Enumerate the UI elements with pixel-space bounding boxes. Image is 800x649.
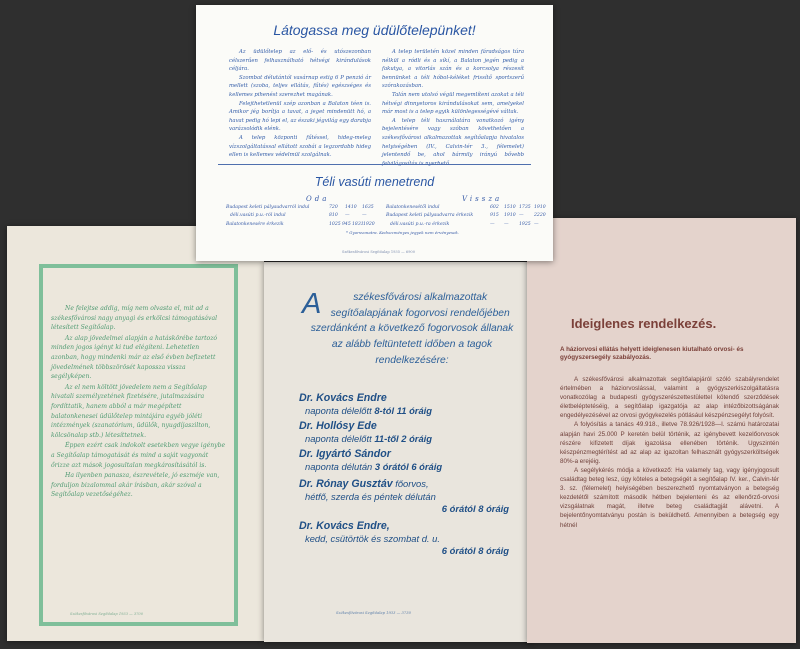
paragraph: Az alap jövedelmei alapján a hatáskörébe tartozó minden jogos igényt ki tud elégíteni. Lehetetlen azonban, hogy mindenki már az első évben befizetett jövedelmének többszörösét kapossza vissza segélyképen. <box>51 334 218 381</box>
paragraph: Az el nem költött jövedelem nem a Segítőalap hivatali személyzetének fizetésére, jutalmazására fordíttatik, hanem abból a már megépített balatonkenesei üdülőtelep mintájára egyéb jóléti intézmények (szanatórium, üdülők, nyugdíjaszilton, kölcsönalap stb.) létesíttetnek. <box>51 383 211 439</box>
left-column <box>229 48 371 160</box>
doctor-name: Dr. Hollósy Ede <box>299 420 377 432</box>
timetable-row: Budapest keleti pályaudvarra érkezik 915 1910 — 2220 <box>386 213 546 218</box>
doctor-entry <box>299 477 509 515</box>
right-column <box>382 48 524 168</box>
paragraph: Felejthetetlenül szép azonban a Balaton téen is. Amikor jég borítja a tavat, a jeget mindenütt hó, a havat pedig hó lepi el, az északi jégvilág egy darabja varázsolódik elénk. <box>229 100 371 133</box>
paragraph: Az üdülőtelep az elő- és utószezonban célszerűen felhasználható hétvégi kirándulások céljára. <box>229 49 371 73</box>
paragraph: A telep téli használatára vonatkozó igény bejelentésére vagy szóban követhetően a székesfővárosi alkalmazottak segítőalapja hivatalos helyiségében (IV., Calvin-tér 3., félemelet) jelentendő be, ahol bármily irányú bővebb felvilágosítás is nyerhető. <box>382 117 524 167</box>
timetable-row: Budapest keleti pályaudvarról indul 720 1410 1635 <box>226 205 374 210</box>
office-hours: naponta délelőtt 8-tól 11 óráig <box>305 405 432 416</box>
office-hours: 6 órától 8 óráig <box>441 545 509 556</box>
return-heading: Vissza <box>462 195 503 203</box>
doctor-entry <box>299 420 509 445</box>
office-hours: naponta délután 3 órától 6 óráig <box>305 461 443 472</box>
doctor-entry <box>299 392 509 417</box>
paragraph: A segélykérés módja a következő: Ha valamely tag, vagy igényjogosult családtag beteg lesz, úgy köteles a betegségét a segítőalap IV. ker., Calvin-tér 3. sz. (félemelet) helyiségében beszerezhető nyomtatványon a betegség kezdetétől számított második hétben bejelenteni és az ellenőrző-orvosi vizsgálatnak magát, illetve beteg családtagját alávetni. A bejelentőnyomtatványu postán is beküldhető. Amennyiben a betegség egy hétnél <box>560 466 779 529</box>
green-leaflet-text <box>51 304 227 501</box>
paragraph: A telep központi fűtéssel, hideg-meleg vízszolgáltatással ellátott szobái a legzordabb hideg ellen is kellemes védelmül szolgálnak. <box>229 134 371 159</box>
outbound-heading: Oda <box>306 195 330 203</box>
regulation-body <box>560 375 779 530</box>
paragraph: Ha ilyenben panasza, észrevétele, jó eszméje van, forduljon bizalommal akár írásban, akár szóval a Segítőalap vezetőségéhez. <box>51 472 220 499</box>
intro-body: székesfővárosi alkalmazottak segítőalapjának fogorvosi rendelőjében szerdánként a következő fogorvosok állanak az alább feltüntetett időben a tagok rendelkezésére: <box>310 292 514 366</box>
paragraph: A folyósítás a tanács 49.918., illetve 78.926/1928—I. számú határozatai alapján havi 25.000 P keretén belül történik, az igénybevett kezelőorvosok részére kifizetett díjak igazolása ellenében történik. Ugyszintén készpénzmegtérítést ad az alap az igazoltan felhasznált gyógyszerköltségek 80%-a erejéig. <box>560 421 779 465</box>
office-days: kedd, csütörtök és szombat d. u. <box>305 533 440 544</box>
doctor-entry <box>299 448 509 473</box>
divider <box>218 164 531 165</box>
drop-cap: A <box>302 288 322 320</box>
timetable-footnote: * Gyorsvonatra. Kedvezményes jegyek nem érvényesek. <box>346 230 460 235</box>
timetable-row: déli.vasúti p.u.-ról indul 810 — — <box>230 213 367 218</box>
paragraph: Éppen ezért csak indokolt esetekben vegye igénybe a Segítőalap támogatását és mind a saját vagyonát őrizze azt mások jogosultalan megkárosításától is. <box>51 442 226 469</box>
doctor-name: Dr. Kovács Endre, <box>299 520 390 532</box>
printer-footer: Székesfővárosi Segítőalap 1933 — 3700 <box>70 612 144 616</box>
paragraph: Szombat délutántól vasárnap estig 6 P penzió ár mellett (szoba, teljes ellátás, fűtés) egészséges és kellemes pihenést szerezhet magának. <box>229 74 371 98</box>
doctor-entry <box>299 520 509 557</box>
printer-footer: Székesfővárosi Segítőalap 1935 — 6900 <box>342 250 416 254</box>
timetable-row: Balatonkenesére érkezik 1025 945 1831 1920 <box>226 222 375 227</box>
office-days: hétfő, szerda és péntek délután <box>305 491 436 502</box>
page-title: Látogassa meg üdülőtelepünket! <box>273 22 476 38</box>
paragraph: A telep területén közel minden fáradságos túra nélkül a ródli és a síkí, a Balaton jegén pedig a fakutya, a vitorlás szán és a korcsolya részesít bennünket a téli hóbol-kéléket frissítő sportszerű szórakozásban. <box>382 49 524 90</box>
office-hours: 6 órától 8 óráig <box>441 503 509 514</box>
paragraph: A székesfővárosi alkalmazottak segítőalapjáról szóló szabályrendelet értelmében a háziorvoslással, valamint a gyógyszerkiszolgáltatásra vonatkozólag a budapesti gyógyszerészettestülettel kötendő szerződések életbeléptetéséig, a segítőalap igazgatója az alap intézőbizottságának engedélyezésével az orvosi gyógykezelés pótlásául készpénzsegélyt folyósít. <box>560 376 779 420</box>
paragraph: Talán nem utolsó végül megemlíteni azokat a téli hétvégi dinnyetoros kirándulásokat sem, amelyekel már most is a telep egyik különlegességévé váltak. <box>382 91 524 116</box>
office-hours: naponta délelőtt 11-től 2 óráig <box>305 433 432 444</box>
dental-schedule-leaflet <box>264 262 532 642</box>
page-title: Ideiglenes rendelkezés. <box>571 316 717 331</box>
printer-footer: Székesfővárosi Segítőalap 1933 — 3730 <box>336 611 411 615</box>
green-leaflet <box>7 226 264 641</box>
doctor-name: Dr. Igyártó Sándor <box>299 448 391 460</box>
page-subtitle: A háziorvosi ellátás helyett ideiglenesen kiutalható orvosi- és gyógyszersegély szabályozás. <box>560 346 744 362</box>
resort-leaflet <box>196 5 553 261</box>
provisional-regulation-sheet <box>527 218 796 643</box>
doctor-name: Dr. Rónay Gusztáv főorvos, <box>299 478 429 490</box>
doctor-name: Dr. Kovács Endre <box>299 392 387 404</box>
intro-text <box>302 288 516 369</box>
timetable-row: déli.vasúti p.u.-ra érkezik — — 1925 — <box>390 222 539 227</box>
timetable-title: Téli vasúti menetrend <box>314 175 435 189</box>
timetable-row: Balatonkenesétől indul 602 1510 1735 1910 <box>386 205 546 210</box>
paragraph: Ne felejtse addig, míg nem olvasta el, mit ad a székesfővárosi nagy anyagi és erkölcsi támogatásával létesített Segítőalap. <box>51 305 218 332</box>
